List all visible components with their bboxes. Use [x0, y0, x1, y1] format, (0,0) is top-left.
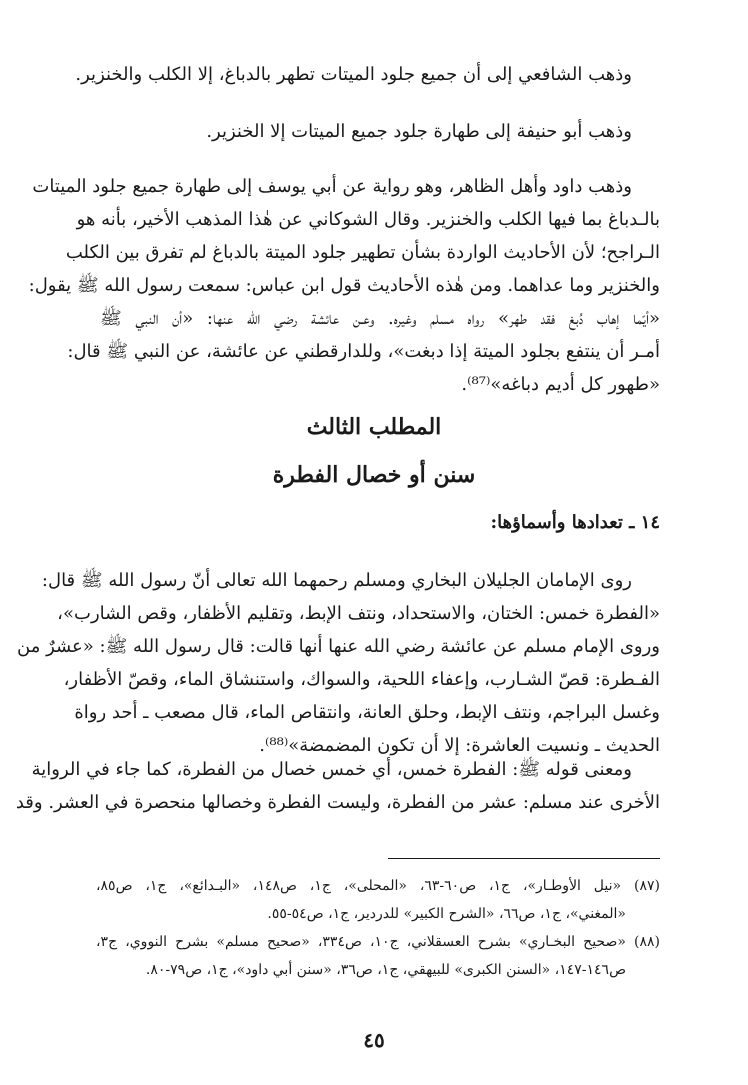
text-line: وروى الإمام مسلم عن عائشة رضي الله عنها أنها قالت: قال رسول الله ﷺ: «عشرٌ من [17, 636, 660, 657]
text-line: وغسل البراجم، ونتف الإبط، وحلق العانة، وانتقاص الماء، قال مصعب ـ أحد رواة [74, 702, 660, 723]
text-line: أمـر أن ينتفع بجلود الميتة إذا دبغت»، وللدارقطني عن عائشة، عن النبي ﷺ قال: [67, 341, 660, 362]
text-line: وذهب داود وأهل الظاهر، وهو رواية عن أبي يوسف إلى طهارة جميع جلود الميتات [32, 176, 632, 197]
paragraph-meaning [15, 753, 660, 819]
page-number: ٤٥ [363, 1028, 385, 1052]
text-line: «الفطرة خمس: الختان، والاستحداد، ونتف الإبط، وتقليم الأظفار، وقص الشارب»، [57, 603, 660, 624]
text-line: الحديث ـ ونسيت العاشرة: إلا أن تكون المضمضة»⁽⁸⁸⁾. [259, 735, 660, 756]
footnote-line: ص١٤٦-١٤٧، «السنن الكبرى» للبيهقي، ج١، ص٣٦، «سنن أبي داود»، ج١، ص٧٩-٨٠. [145, 962, 626, 978]
section-title: سنن أو خصال الفطرة [272, 462, 476, 488]
text-line: الفـطرة: قصّ الشـارب، وإعفاء اللحية، والسواك، واستنشاق الماء، وقصّ الأظفار، [63, 669, 660, 690]
footnote-line: «المغني»، ج١، ص٦٦، «الشرح الكبير» للدردير، ج١، ص٥٤-٥٥. [267, 906, 626, 922]
paragraph-hadith-fitra [17, 564, 660, 762]
text-line: الـراجح؛ لأن الأحاديث الواردة بشأن تطهير جلود الميتة بالدباغ لم تفرق بين الكلب [65, 242, 660, 263]
text-line: الأخرى عند مسلم: عشر من الفطرة، وليست الفطرة وخصالها منحصرة في العشر. وقد [15, 792, 660, 813]
subsection-heading: ١٤ ـ تعدادها وأسماؤها: [490, 512, 660, 533]
text-line: بالـدباغ بما فيها الكلب والخنزير. وقال الشوكاني عن هٰذا المذهب الأخير، بأنه هو [76, 209, 660, 230]
text-line: ومعنى قوله ﷺ: الفطرة خمس، أي خمس خصال من الفطرة، كما جاء في الرواية [31, 759, 632, 780]
text-line: «طهور كل أديم دباغه»⁽⁸⁷⁾. [461, 374, 660, 395]
text-line: روى الإمامان الجليلان البخاري ومسلم رحمهما الله تعالى أنّ رسول الله ﷺ قال: [41, 570, 632, 591]
footnote-line: (٨٧) «نيل الأوطـار»، ج١، ص٦٠-٦٣، «المحلى»، ج١، ص١٤٨، «البـدائع»، ج١، ص٨٥، [96, 878, 660, 894]
text-line: والخنزير وما عداهما. ومن هٰذه الأحاديث قول ابن عباس: سمعت رسول الله ﷺ يقول: [28, 275, 660, 296]
section-heading: المطلب الثالث [306, 414, 442, 440]
footnote-separator [388, 858, 660, 859]
footnote-line: (٨٨) «صحيح البخـاري» بشرح العسقلاني، ج١٠، ص٣٣٤، «صحيح مسلم» بشرح النووي، ج٣، [96, 934, 661, 950]
paragraph-shafii [75, 58, 660, 91]
text-line: وذهب الشافعي إلى أن جميع جلود الميتات تطهر بالدباغ، إلا الكلب والخنزير. [75, 64, 632, 85]
footnotes [96, 872, 660, 984]
paragraph-abu-hanifa [100, 115, 660, 148]
text-line: «أيّما إهاب دُبغ فقد طهر» رواه مسلم وغيره. وعـن عائشة رضي الله عنها: «أن النبي ﷺ [100, 308, 660, 329]
paragraph-dawud [28, 170, 660, 401]
text-line: وذهب أبو حنيفة إلى طهارة جلود جميع الميتات إلا الخنزير. [206, 121, 632, 142]
